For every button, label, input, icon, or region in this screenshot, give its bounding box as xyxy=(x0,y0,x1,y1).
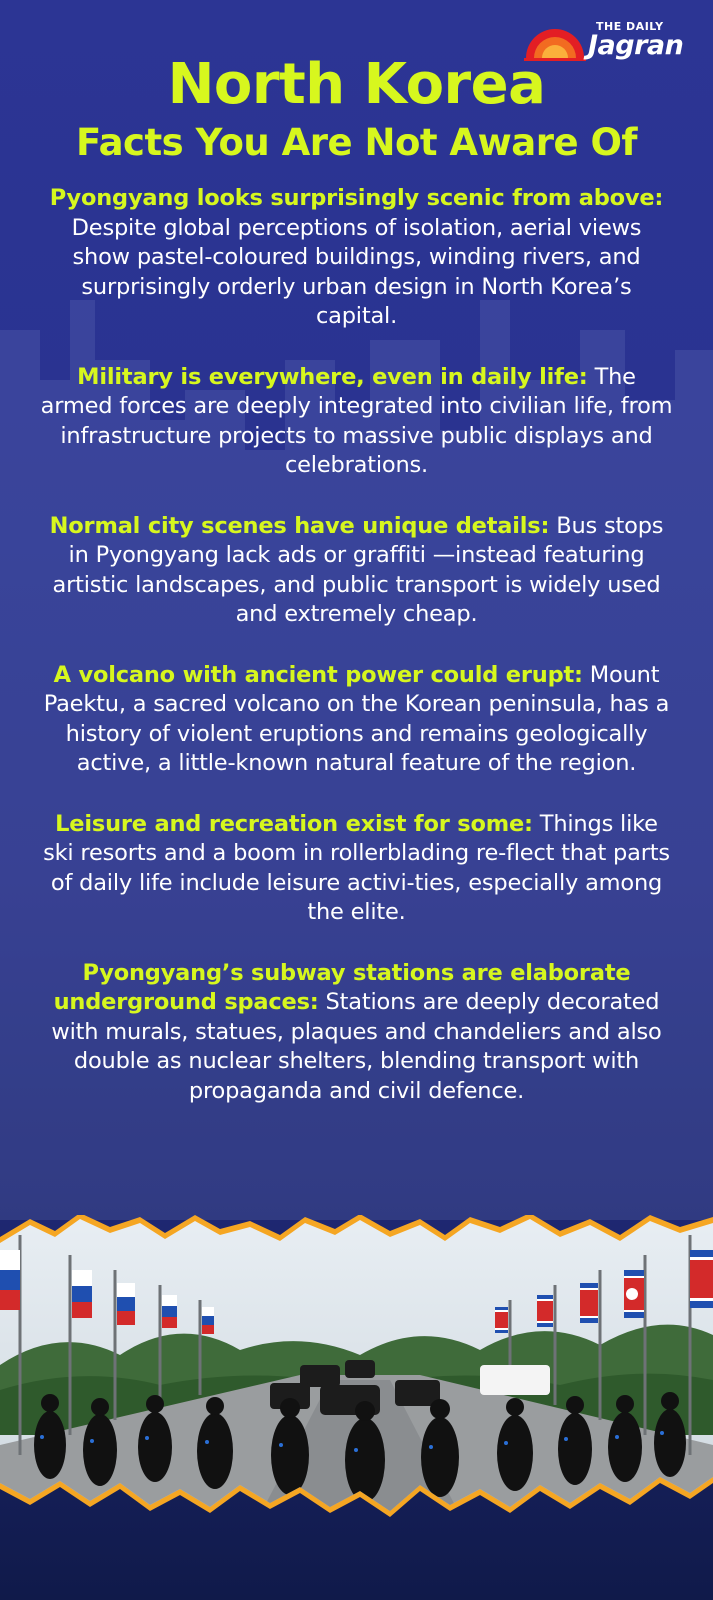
page-subtitle: Facts You Are Not Aware Of xyxy=(75,121,637,164)
fact-item xyxy=(40,810,673,928)
fact-item xyxy=(40,184,673,332)
fact-heading: Normal city scenes have unique details: xyxy=(49,512,550,539)
fact-body: Despite global perceptions of isolation, aerial views show pastel-coloured buildings, winding rivers, and surprisingly orderly urban design in North Korea’s capital. xyxy=(71,214,642,329)
motorcade-photo xyxy=(0,1215,713,1565)
logo-wordmark: Jagran xyxy=(588,30,684,61)
fact-heading: Pyongyang’s subway stations are elaborate underground spaces: xyxy=(53,959,631,1015)
fact-heading: Military is everywhere, even in daily life: xyxy=(77,363,588,390)
fact-body: Things like ski resorts and a boom in rollerblading re-flect that parts of daily life include leisure activi-ties, especially among the elite. xyxy=(43,810,670,925)
fact-item xyxy=(40,363,673,481)
fact-body: Bus stops in Pyongyang lack ads or graffiti —instead featuring artistic landscapes, and public transport is widely used and extremely cheap. xyxy=(52,512,664,627)
fact-item xyxy=(40,959,673,1107)
fact-body: Mount Paektu, a sacred volcano on the Korean peninsula, has a history of violent eruptions and remains geologically active, a little-known natural feature of the region. xyxy=(43,661,670,776)
fact-body: Stations are deeply decorated with murals, statues, plaques and chandeliers and also double as nuclear shelters, blending transport with propaganda and civil defence. xyxy=(51,989,662,1104)
fact-heading: A volcano with ancient power could erupt: xyxy=(53,661,583,688)
fact-item xyxy=(40,661,673,779)
fact-body: The armed forces are deeply integrated into civilian life, from infrastructure projects to massive public displays and celebrations. xyxy=(40,363,673,478)
fact-heading: Pyongyang looks surprisingly scenic from above: xyxy=(49,185,664,211)
fact-item xyxy=(40,512,673,630)
page-title: North Korea xyxy=(167,52,546,117)
facts-list xyxy=(40,184,673,1137)
fact-heading: Leisure and recreation exist for some: xyxy=(55,810,533,837)
logo-small-text: THE DAILY xyxy=(596,20,664,33)
